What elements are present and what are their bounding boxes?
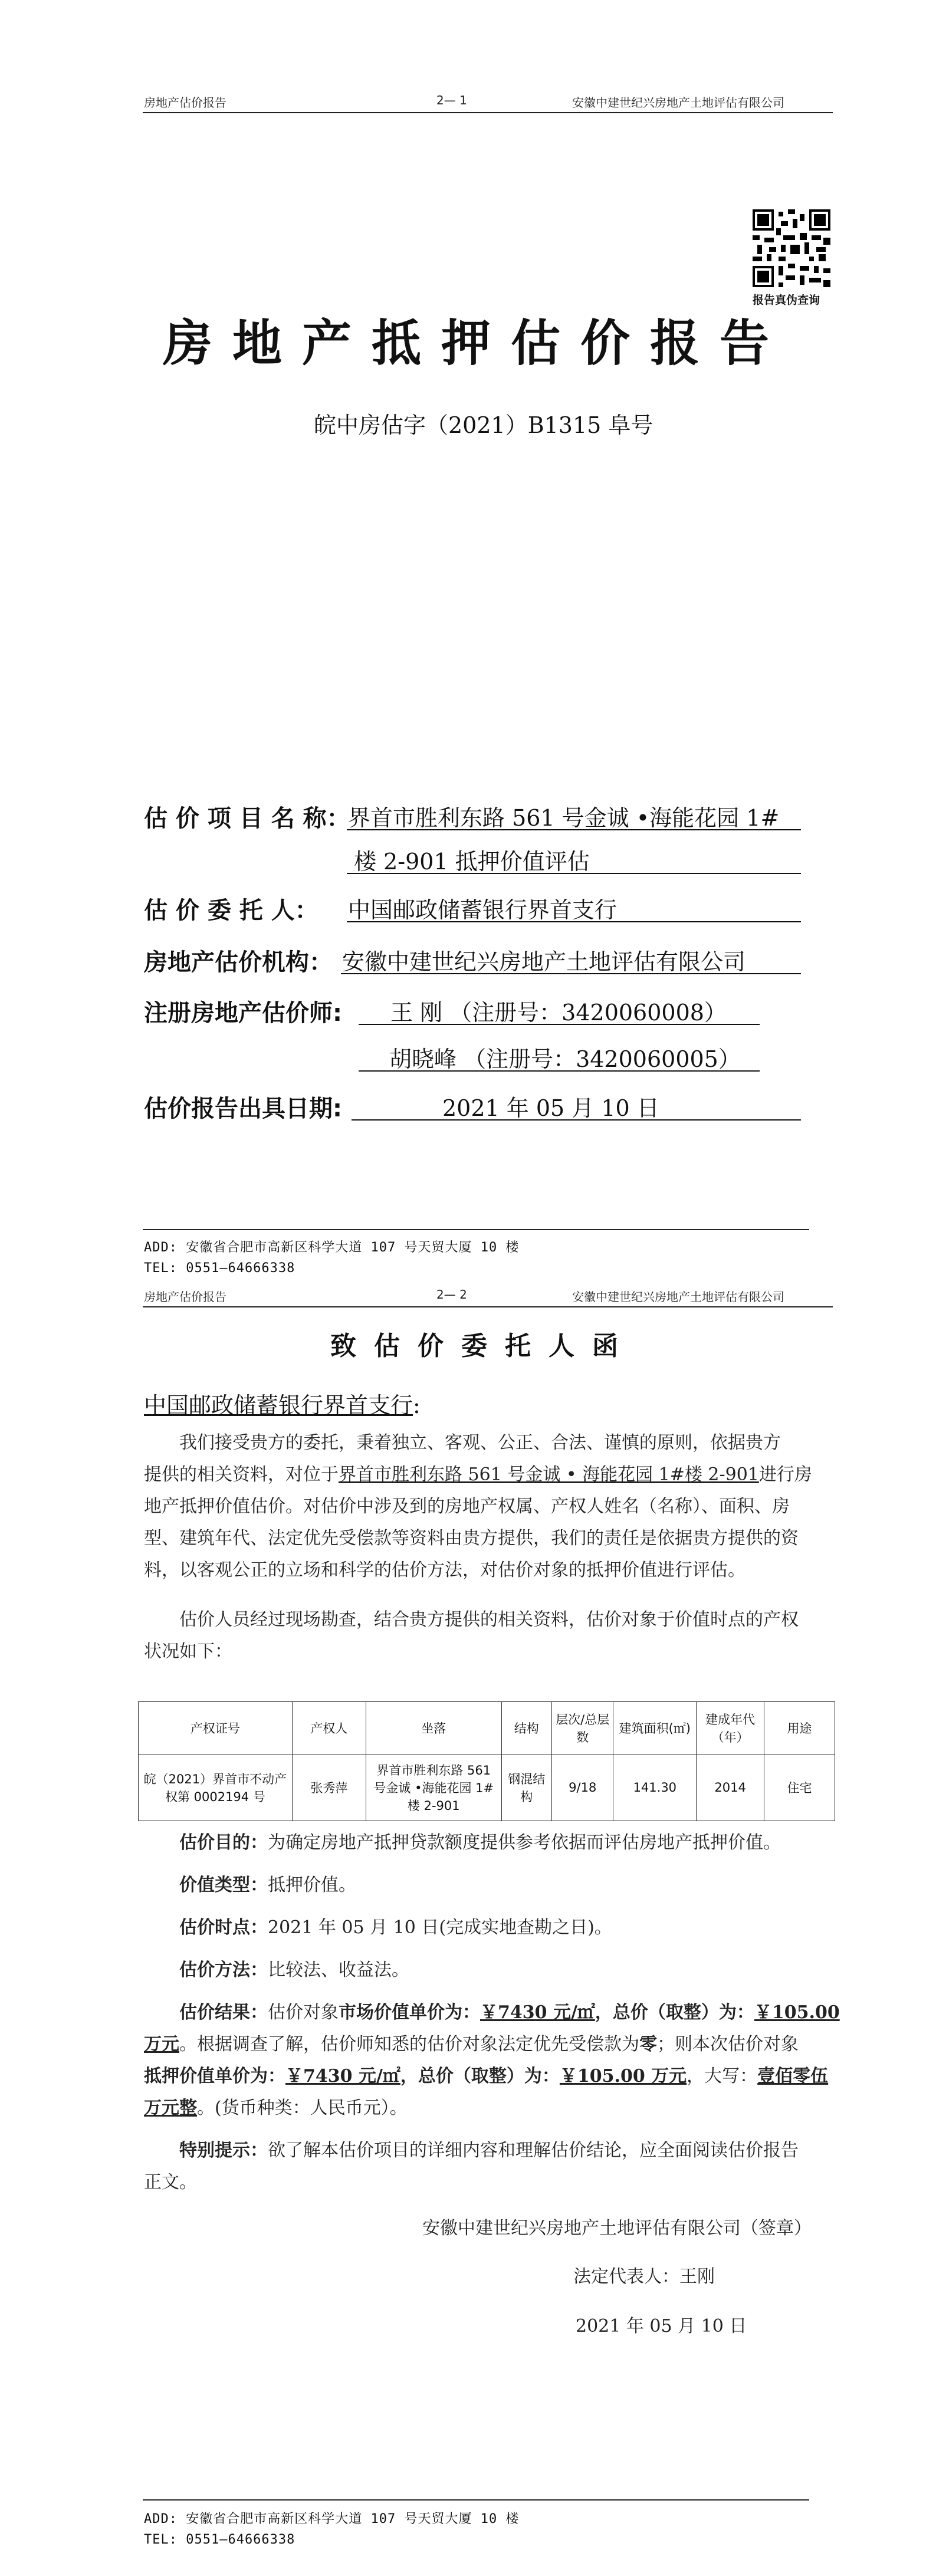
signature-representative: 法定代表人：王刚 [573, 2266, 715, 2287]
th-cert-no: 产权证号 [139, 1702, 293, 1754]
footer-tel-page2: TEL: 0551—64666338 [144, 2532, 295, 2547]
client-value: 中国邮政储蓄银行界首支行 [348, 897, 618, 923]
cell-built-year: 2014 [697, 1754, 764, 1821]
tip-text: 欲了解本估价项目的详细内容和理解估价结论，应全面阅读估价报告 [268, 2140, 799, 2161]
qr-code-icon[interactable] [753, 209, 830, 287]
result-3c: ，总价（取整）为： [400, 2066, 560, 2087]
issue-date-underline [352, 1119, 801, 1121]
letter-details [144, 1827, 840, 2199]
p1-line-2-post: 进行房 [758, 1464, 812, 1485]
header-rule-page2 [143, 1306, 833, 1307]
th-use: 用途 [764, 1702, 835, 1754]
result-3e: ，大写： [687, 2066, 758, 2087]
agency-underline [341, 973, 801, 974]
result-2a: 万元 [144, 2034, 179, 2055]
property-table [138, 1701, 835, 1821]
footer-address: ADD: 安徽省合肥市高新区科学大道 107 号天贸大厦 10 楼 [144, 1240, 520, 1255]
header-right: 安徽中建世纪兴房地产土地评估有限公司 [572, 96, 784, 110]
result-priority-amount: 零 [639, 2034, 657, 2055]
purpose-value: 为确定房地产抵押贷款额度提供参考依据而评估房地产抵押价值。 [268, 1832, 781, 1853]
agency-label: 房地产估价机构： [144, 949, 333, 976]
p1-line-4: 型、建筑年代、法定优先受偿款等资料由贵方提供，我们的责任是依据贵方提供的资 [144, 1528, 799, 1549]
result-mortgage-unit-price: ￥7430 元/㎡ [285, 2066, 400, 2087]
p1-line-5: 料，以客观公正的立场和科学的估价方法，对估价对象的抵押价值进行评估。 [144, 1560, 745, 1581]
report-number: 皖中房估字（2021）B1315 阜号 [314, 412, 653, 438]
footer-address-page2: ADD: 安徽省合肥市高新区科学大道 107 号天贸大厦 10 楼 [144, 2512, 520, 2526]
valuation-time-value: 2021 年 05 月 10 日(完成实地查勘之日)。 [268, 1917, 612, 1938]
appraiser-2-underline [359, 1070, 760, 1072]
header-left-page2: 房地产估价报告 [144, 1290, 226, 1304]
result-line-4 [144, 2092, 840, 2124]
valuation-time-label: 估价时点： [179, 1917, 268, 1938]
value-type-value: 抵押价值。 [268, 1875, 356, 1895]
purpose-line [144, 1827, 840, 1859]
addressee-colon: : [413, 1392, 421, 1418]
result-line-2 [144, 2029, 840, 2061]
p2-line-1: 估价人员经过现场勘查，结合贵方提供的相关资料，估价对象于价值时点的产权 [179, 1609, 799, 1630]
header-rule [143, 112, 833, 113]
cell-owner: 张秀萍 [292, 1754, 366, 1821]
result-3a: 抵押价值单价为： [144, 2066, 285, 2087]
th-built-year: 建成年代（年） [697, 1702, 764, 1754]
method-label: 估价方法： [179, 1960, 268, 1980]
project-name-value-line1: 界首市胜利东路 561 号金诚 •海能花园 1# [348, 805, 780, 831]
report-title: 房地产抵押估价报告 [163, 314, 790, 372]
client-underline [347, 921, 801, 922]
p1-line-2-pre: 提供的相关资料，对位于 [144, 1464, 339, 1485]
tip-line-1 [144, 2135, 840, 2167]
appraiser-label: 注册房地产估价师: [144, 1000, 342, 1027]
th-area: 建筑面积(㎡) [613, 1702, 697, 1754]
p1-line-3: 地产抵押价值估价。对估价中涉及到的房地产权属、产权人姓名（名称）、面积、房 [144, 1496, 790, 1517]
result-mortgage-total: ￥105.00 万元 [559, 2066, 687, 2087]
signature-date: 2021 年 05 月 10 日 [576, 2316, 747, 2337]
header-left: 房地产估价报告 [144, 96, 226, 110]
p2-line-2: 状况如下： [144, 1641, 232, 1662]
header-page-number-page2: 2— 2 [436, 1287, 467, 1302]
letter-title: 致估价委托人函 [330, 1331, 636, 1361]
result-label: 估价结果： [179, 2002, 268, 2023]
p1-line-1: 我们接受贵方的委托，秉着独立、客观、公正、合法、谨慎的原则，依据贵方 [179, 1432, 781, 1453]
result-currency: 。(货币种类：人民币元）。 [197, 2098, 408, 2118]
result-market-total: ￥105.00 [754, 2002, 840, 2023]
signature-company: 安徽中建世纪兴房地产土地评估有限公司（签章） [422, 2218, 812, 2239]
method-value: 比较法、收益法。 [268, 1960, 409, 1980]
qr-caption: 报告真伪查询 [753, 294, 820, 307]
tip-line-2: 正文。 [144, 2172, 197, 2193]
agency-value: 安徽中建世纪兴房地产土地评估有限公司 [342, 949, 746, 975]
result-1a: 估价对象 [268, 2002, 339, 2023]
header-page-number: 2— 1 [436, 93, 467, 107]
cell-area: 141.30 [613, 1754, 697, 1821]
result-line-1 [144, 1997, 840, 2029]
project-name-underline-2 [347, 873, 801, 874]
result-1d: ，总价（取整）为： [595, 2002, 754, 2023]
valuation-time-line [144, 1912, 840, 1944]
letter-paragraph-2 [144, 1604, 840, 1668]
footer-rule-page1 [143, 1229, 809, 1230]
result-1b: 市场价值单价为： [339, 2002, 480, 2023]
cell-use: 住宅 [764, 1754, 835, 1821]
th-floor: 层次/总层数 [552, 1702, 613, 1754]
result-market-unit-price: ￥7430 元/㎡ [480, 2002, 595, 2023]
project-name-label: 估 价 项 目 名 称： [144, 805, 350, 832]
purpose-label: 估价目的： [179, 1832, 268, 1853]
th-owner: 产权人 [292, 1702, 366, 1754]
cell-location: 界首市胜利东路 561 号金诚 •海能花园 1#楼 2-901 [366, 1754, 502, 1821]
p1-property-address: 界首市胜利东路 561 号金诚 • 海能花园 1#楼 2-901 [339, 1464, 759, 1485]
table-row [139, 1754, 835, 1821]
appraiser-2: 胡晓峰 （注册号：3420060005） [389, 1046, 741, 1072]
footer-rule-page2 [143, 2499, 809, 2501]
th-location: 坐落 [366, 1702, 502, 1754]
letter-paragraph-1 [144, 1427, 840, 1586]
cell-structure: 钢混结构 [501, 1754, 552, 1821]
value-type-label: 价值类型： [179, 1875, 268, 1895]
cell-cert-no: 皖（2021）界首市不动产权第 0002194 号 [139, 1754, 293, 1821]
project-name-underline [347, 829, 801, 830]
letter-addressee [144, 1387, 421, 1420]
project-name-value-line2: 楼 2-901 抵押价值评估 [354, 849, 590, 875]
cell-floor: 9/18 [552, 1754, 613, 1821]
appraiser-1-underline [359, 1024, 760, 1025]
issue-date-value: 2021 年 05 月 10 日 [442, 1095, 659, 1121]
table-header-row [139, 1702, 835, 1754]
value-type-line [144, 1869, 840, 1901]
result-2b: 。根据调查了解，估价师知悉的估价对象法定优先受偿款为 [179, 2034, 639, 2055]
appraiser-1: 王 刚 （注册号：3420060008） [390, 1000, 727, 1026]
result-amount-in-words: 壹佰零伍 [757, 2066, 829, 2087]
tip-label: 特别提示： [179, 2140, 268, 2161]
p1-line-2 [144, 1459, 840, 1491]
result-line-3 [144, 2061, 840, 2092]
result-2d: ；则本次估价对象 [657, 2034, 799, 2055]
addressee-name: 中国邮政储蓄银行界首支行 [144, 1392, 413, 1418]
footer-tel: TEL: 0551—64666338 [144, 1261, 295, 1276]
result-4a: 万元整 [144, 2098, 197, 2118]
header-right-page2: 安徽中建世纪兴房地产土地评估有限公司 [572, 1290, 784, 1304]
client-label: 估 价 委 托 人： [144, 897, 318, 924]
method-line [144, 1954, 840, 1986]
th-structure: 结构 [501, 1702, 552, 1754]
issue-date-label: 估价报告出具日期: [144, 1095, 342, 1122]
